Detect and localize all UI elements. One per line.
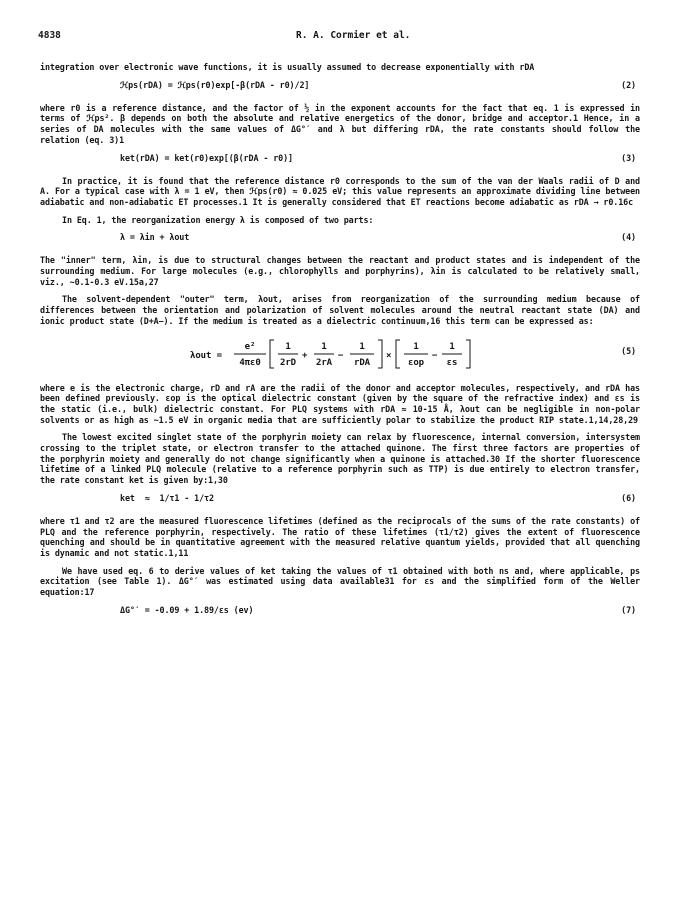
paragraph-7: where e is the electronic charge, rD and rA are the radii of the donor and acceptor molecules, respectively, and rDA has been defined previously. εop is the optical dielectric constant (given by the square of the refractive index) and εs is the static (i.e., bulk) dielectric constant. For PLQ systems with rDA ≈ 10-15 Å, λout can be negligible in non-polar solvents or as high as ~1.5 eV in organic media that are sufficiently polar to stabilize the product RIP state.1,14,28,29 <box>40 382 640 425</box>
paragraph-9: where τ1 and τ2 are the measured fluorescence lifetimes (defined as the reciprocals of the sums of the rate constants) of PLQ and the reference porphyrin, respectively. The ratio of these lifetimes (τ1/τ2) gives the extent of fluorescence quenching and should be in quantitative agreement with the measured relative quantum yields, provided that all quenching is dynamic and not static.1,11 <box>40 515 640 558</box>
equation-2-number: (2) <box>621 79 636 90</box>
page-number: 4838 <box>38 30 61 41</box>
equation-3 <box>40 153 640 167</box>
equation-5 <box>40 334 640 374</box>
eq5-term1-denominator: 2rD <box>280 357 296 368</box>
eq5-bracket-right-2 <box>466 340 470 368</box>
eq5-lhs: λout = <box>190 350 222 361</box>
eq5-prefactor-denominator: 4πε0 <box>239 357 261 368</box>
eq5-term3-denominator: rDA <box>354 357 370 368</box>
paragraph-2: where r0 is a reference distance, and the factor of ½ in the exponent accounts for the fact that eq. 1 is expressed in terms of ℋps². β depends on both the absolute and relative energetics of the donor, bridge and acceptor.1 Hence, in a series of DA molecules with the same values of ΔG°′ and λ but differing rDA, the rate constants should follow the relation (eq. 3)1 <box>40 102 640 145</box>
eq5-term2-numerator: 1 <box>321 341 327 352</box>
eq5-minus-2: − <box>432 350 438 361</box>
equation-5-formula <box>190 334 530 374</box>
equation-4-number: (4) <box>621 232 636 243</box>
equation-2 <box>40 80 640 94</box>
eq5-bracket-left-1 <box>270 340 274 368</box>
paragraph-5: The "inner" term, λin, is due to structural changes between the reactant and product states and is independent of the surrounding medium. For large molecules (e.g., chlorophylls and porphyrins), λin is calculated to be relatively small, viz., ~0.1-0.3 eV.15a,27 <box>40 255 640 287</box>
paragraph-8: The lowest excited singlet state of the porphyrin moiety can relax by fluorescence, internal conversion, intersystem crossing to the triplet state, or electron transfer to the attached quinone. The first three factors are properties of the porphyrin moiety and generally do not change significantly when a quinone is attached.30 If the shorter fluorescence lifetime of a linked PLQ molecule (relative to a reference porphyrin such as TTP) is due entirely to electron transfer, the rate constant ket is given by:1,30 <box>40 432 640 486</box>
paragraph-1: integration over electronic wave functions, it is usually assumed to decrease exponentially with rDA <box>40 62 535 72</box>
equation-4 <box>40 232 640 246</box>
paragraph-10: We have used eq. 6 to derive values of ket taking the values of τ1 obtained with both ns and, where applicable, ps excitation (see Table 1). ΔG°′ was estimated using data available31 for εs and the simplified form of the Weller equation:17 <box>40 565 640 598</box>
eq5-times: × <box>386 350 392 361</box>
equation-5-number: (5) <box>621 345 636 356</box>
eq5-term1-numerator: 1 <box>285 341 291 352</box>
equation-3-text: ket(rDA) = ket(r0)exp[(β(rDA - r0)] <box>120 152 293 163</box>
equation-6 <box>40 493 640 507</box>
eq5-plus: + <box>302 350 308 361</box>
paragraph-3: In practice, it is found that the reference distance r0 corresponds to the sum of the van der Waals radii of D and A. For a typical case with λ = 1 eV, then ℋps(r0) ≈ 0.025 eV; this value represents an approximate dividing line between adiabatic and non-adiabatic ET processes.1 It is generally considered that ET reactions become adiabatic as rDA → r0.16c <box>40 175 640 207</box>
eq5-term4-denominator: εop <box>408 357 424 368</box>
eq5-term5-numerator: 1 <box>449 341 455 352</box>
equation-4-text: λ = λin + λout <box>120 232 190 243</box>
paragraph-4: In Eq. 1, the reorganization energy λ is composed of two parts: <box>62 214 374 225</box>
equation-2-text: ℋps(rDA) = ℋps(r0)exp[-β(rDA - r0)/2] <box>120 79 310 90</box>
eq5-term5-denominator: εs <box>446 357 458 368</box>
equation-7-number: (7) <box>621 604 636 615</box>
eq5-term4-numerator: 1 <box>413 341 419 352</box>
eq5-prefactor-numerator: e² <box>244 341 256 352</box>
eq5-bracket-left-2 <box>396 340 400 368</box>
equation-3-number: (3) <box>621 152 636 163</box>
paragraph-6: The solvent-dependent "outer" term, λout, arises from reorganization of the surrounding medium because of differences between the orientation and polarization of solvent molecules around the neutral reactant state (DA) and ionic product state (D+A−). If the medium is treated as a dielectric continuum,16 this term can be expressed as: <box>40 294 640 326</box>
equation-7 <box>40 605 640 619</box>
eq5-minus-1: − <box>338 350 344 361</box>
article-body <box>40 62 640 628</box>
equation-6-number: (6) <box>621 492 636 503</box>
equation-6-text: ket ≈ 1/τ1 - 1/τ2 <box>120 492 214 503</box>
eq5-term2-denominator: 2rA <box>316 357 332 368</box>
equation-7-text: ΔG°′ = -0.09 + 1.89/εs (ev) <box>120 604 254 615</box>
eq5-bracket-right-1 <box>378 340 382 368</box>
eq5-term3-numerator: 1 <box>359 341 365 352</box>
page-header <box>38 30 638 46</box>
running-head: R. A. Cormier et al. <box>296 30 411 41</box>
